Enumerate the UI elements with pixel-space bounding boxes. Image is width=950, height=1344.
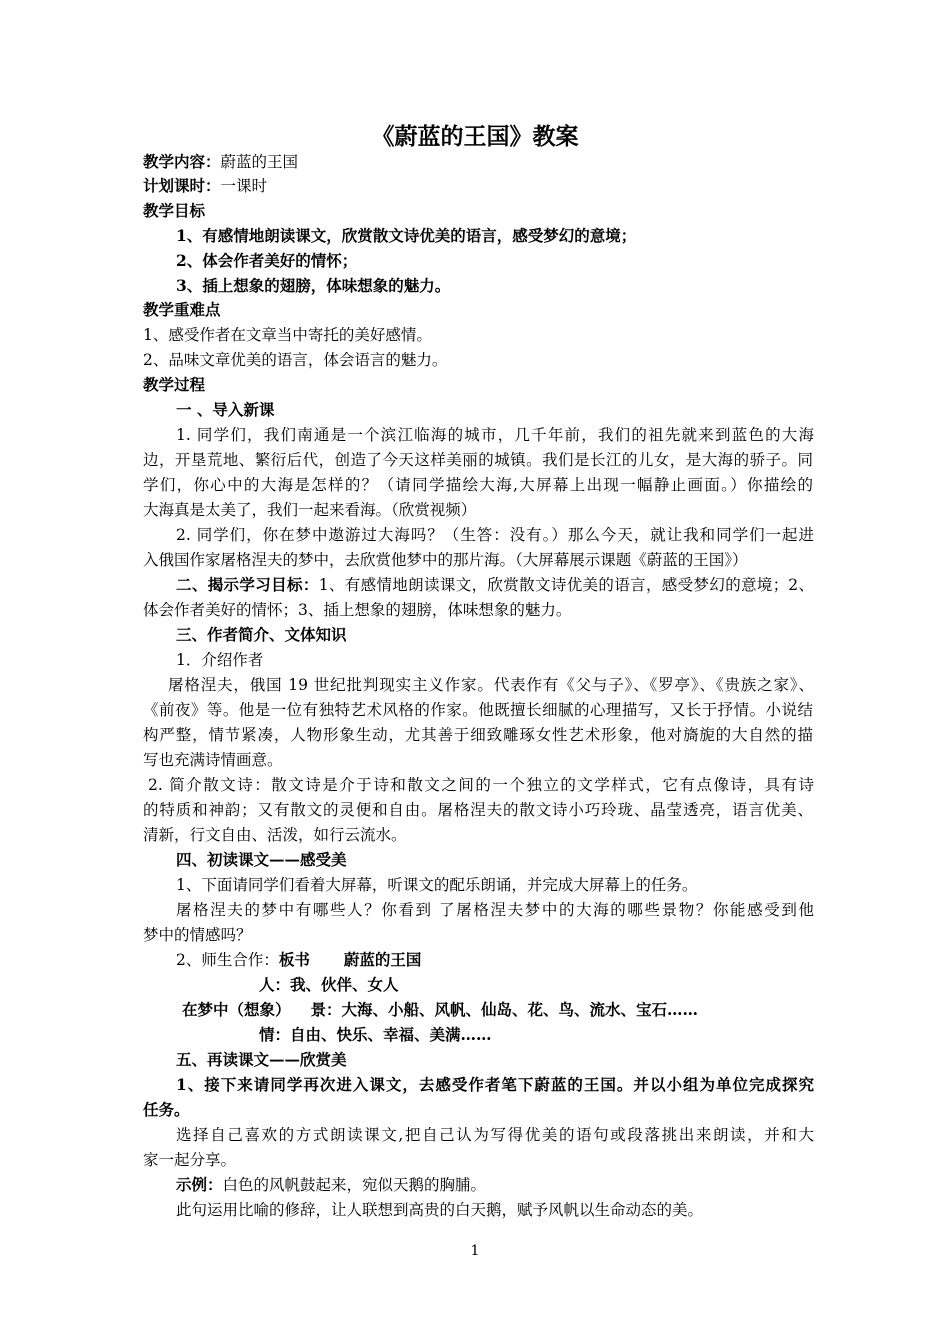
paragraph-line: 《前夜》等。他是一位有独特艺术风格的作家。他既擅长细腻的心理描写，又长于抒情。小说结 [143,701,813,719]
content-value: 蔚蓝的王国 [220,153,299,171]
paragraph-line: 体会作者美好的情怀；3、插上想象的翅膀，体味想象的魅力。 [143,601,572,619]
board-title: 蔚蓝的王国 [343,950,422,969]
paragraph-line: 的特质和神韵；又有散文的灵便和自由。屠格涅夫的散文诗小巧玲珑、晶莹透亮，语言优美、 [143,801,813,819]
section-heading: 四、初读课文——感受美 [176,850,347,869]
period-label: 计划课时： [143,176,221,195]
key-point-item: 1、感受作者在文章当中寄托的美好感情。 [143,326,432,344]
paragraph-line: 构严整，情节紧凑，人物形象生动，尤其善于细致雕琢女性艺术形象，他对旖旎的大自然的描 [143,726,813,744]
paragraph-line: 选择自己喜欢的方式朗读课文,把自己认为写得优美的语句或段落挑出来朗读，并和大 [176,1126,814,1144]
goal-item: 2、体会作者美好的情怀； [176,251,358,270]
section-heading: 五、再读课文——欣赏美 [176,1050,347,1069]
paragraph-line: 1. 同学们，我们南通是一个滨江临海的城市，几千年前，我们的祖先就来到蓝色的大海 [176,426,814,444]
goal-item: 1、有感情地朗读课文，欣赏散文诗优美的语言，感受梦幻的意境； [176,226,637,245]
process-heading: 教学过程 [143,375,206,394]
paragraph-line: 1、接下来请同学再次进入课文，去感受作者笔下蔚蓝的王国。并以小组为单位完成探究 [176,1075,814,1094]
paragraph-line: 学们，你心中的大海是怎样的？（请同学描绘大海,大屏幕上出现一幅静止画面。）你描绘的 [143,476,813,494]
paragraph-line: 写也充满诗情画意。 [143,751,283,769]
paragraph-line: 边，开垦荒地、繁衍后代，创造了今天这样美丽的城镇。我们是长江的儿女，是大海的骄子。同 [143,451,813,469]
objectives-line [176,573,814,597]
class-period-line [143,174,813,198]
paragraph-line: 屠格涅夫，俄国 19 世纪批判现实主义作家。代表作有《父与子》、《罗亭》、《贵族之家》、 [168,676,814,694]
page-number: 1 [470,1243,480,1259]
objectives-text: 1、有感情地朗读课文，欣赏散文诗优美的语言，感受梦幻的意境；2、 [318,576,814,594]
paragraph-line: 2. 同学们，你在梦中遨游过大海吗？（生答：没有。）那么今天，就让我和同学们一起进 [176,526,814,544]
sub-heading: 1．介绍作者 [176,651,264,669]
section-heading: 一 、导入新课 [176,400,275,419]
paragraph-line: 家一起分享。 [143,1151,237,1169]
section-heading: 三、作者简介、文体知识 [176,625,347,644]
board-label: 板书 [278,950,310,969]
period-value: 一课时 [220,177,268,195]
paragraph-line: 屠格涅夫的梦中有哪些人？你看到 了屠格涅夫梦中的大海的哪些景物？你能感受到他 [176,901,814,919]
board-people: 人：我、伙伴、女人 [259,975,399,994]
paragraph-line: 入俄国作家屠格涅夫的梦中，去欣赏他梦中的那片海。（大屏幕展示课题《蔚蓝的王国》） [143,551,748,569]
objectives-label: 二、揭示学习目标： [176,575,319,594]
key-points-heading: 教学重难点 [143,300,221,319]
paragraph-line: 大海真是太美了，我们一起来看海。（欣赏视频） [143,501,477,519]
paragraph-line: 2. 简介散文诗：散文诗是介于诗和散文之间的一个独立的文学样式，它有点像诗，具有诗 [148,776,814,794]
teaching-content-line [143,150,813,174]
example-text: 白色的风帆鼓起来，宛似天鹅的胸脯。 [222,1176,487,1194]
content-label: 教学内容： [143,152,221,171]
board-line [176,948,816,972]
paragraph-line: 1、下面请同学们看着大屏幕，听课文的配乐朗诵，并完成大屏幕上的任务。 [176,876,698,894]
example-label: 示例： [176,1175,223,1194]
example-line [176,1173,816,1197]
board-dream-label: 在梦中（想象） [182,1000,291,1019]
key-point-item: 2、品味文章优美的语言，体会语言的魅力。 [143,351,448,369]
coop-prefix: 2、师生合作： [176,951,279,969]
paragraph-line: 任务。 [143,1100,190,1119]
board-scenery: 景：大海、小船、风帆、仙岛、花、鸟、流水、宝石…… [310,1000,699,1019]
goal-item: 3、插上想象的翅膀，体味想象的魅力。 [176,276,451,295]
page-title: 《蔚蓝的王国》教案 [371,123,579,150]
goals-heading: 教学目标 [143,201,206,220]
board-scenery-line [182,998,852,1022]
paragraph-line: 清新，行文自由、活泼，如行云流水。 [143,826,407,844]
paragraph-line: 梦中的情感吗？ [143,926,252,944]
paragraph-line: 此句运用比喻的修辞，让人联想到高贵的白天鹅，赋予风帆以生命动态的美。 [176,1201,704,1219]
board-feeling: 情：自由、快乐、幸福、美满…… [259,1025,492,1044]
